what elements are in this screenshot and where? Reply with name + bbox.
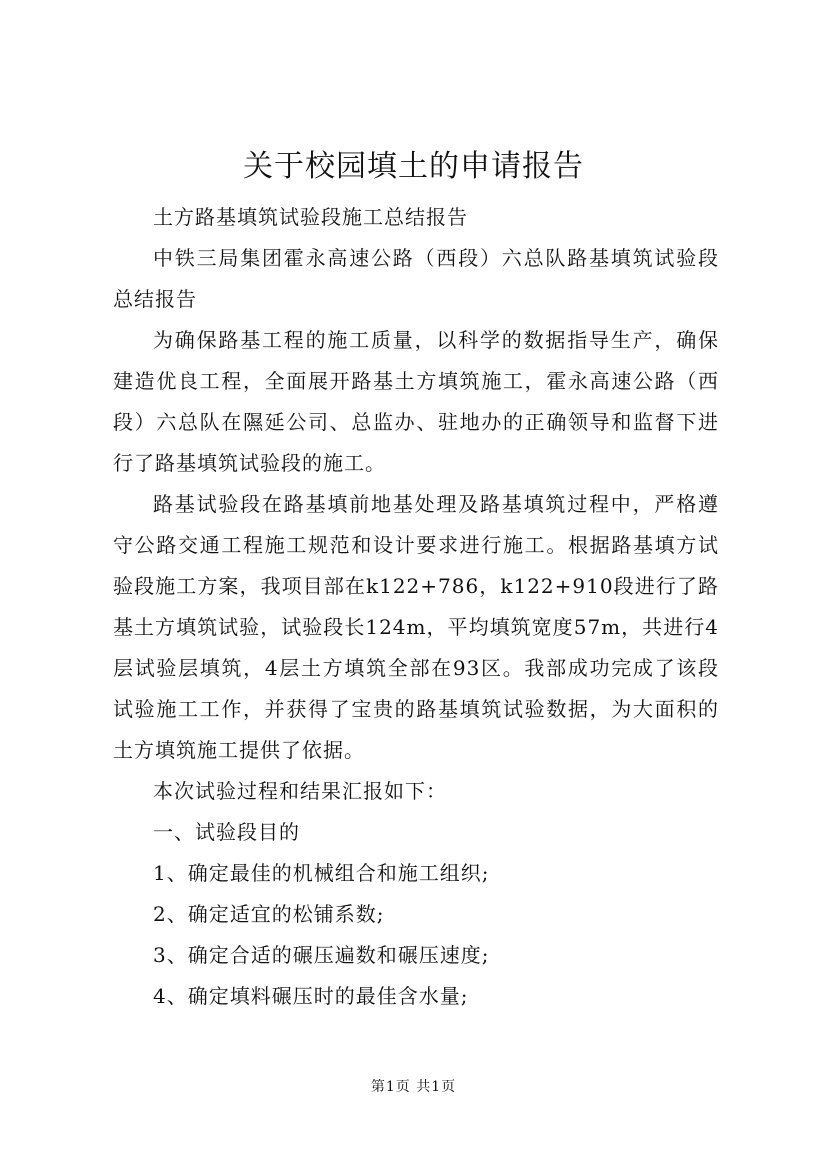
page-footer: 第1页 共1页: [370, 1079, 457, 1095]
paragraph-report-lead: 本次试验过程和结果汇报如下：: [153, 779, 447, 803]
document-title: 关于校园填土的申请报告: [243, 149, 584, 184]
list-item: 4、确定填料碾压时的最佳含水量;: [153, 984, 469, 1008]
list-item: 2、确定适宜的松铺系数;: [153, 902, 385, 926]
paragraph-subtitle: 土方路基填筑试验段施工总结报告: [153, 205, 468, 229]
paragraph-report-name: 中铁三局集团霍永高速公路（西段）六总队路基填筑试验段总结报告: [113, 246, 719, 311]
section-heading-purpose: 一、试验段目的: [153, 820, 300, 844]
list-item: 3、确定合适的碾压遍数和碾压速度;: [153, 943, 490, 967]
list-item: 1、确定最佳的机械组合和施工组织;: [153, 861, 490, 885]
paragraph-intro: 为确保路基工程的施工质量，以科学的数据指导生产，确保建造优良工程，全面展开路基土方填筑施工，霍永高速公路（西段）六总队在隰延公司、总监办、驻地办的正确领导和监督下进行了路基填筑试验段的施工。: [113, 328, 719, 475]
paragraph-test-section: 路基试验段在路基填前地基处理及路基填筑过程中，严格遵守公路交通工程施工规范和设计要求进行施工。根据路基填方试验段施工方案，我项目部在k122+786，k122+910段进行了路基土方填筑试验，试验段长124m，平均填筑宽度57m，共进行4层试验层填筑，4层土方填筑全部在93区。我部成功完成了该段试验施工工作，并获得了宝贵的路基填筑试验数据，为大面积的土方填筑施工提供了依据。: [113, 492, 719, 762]
document-body: [113, 197, 719, 1017]
